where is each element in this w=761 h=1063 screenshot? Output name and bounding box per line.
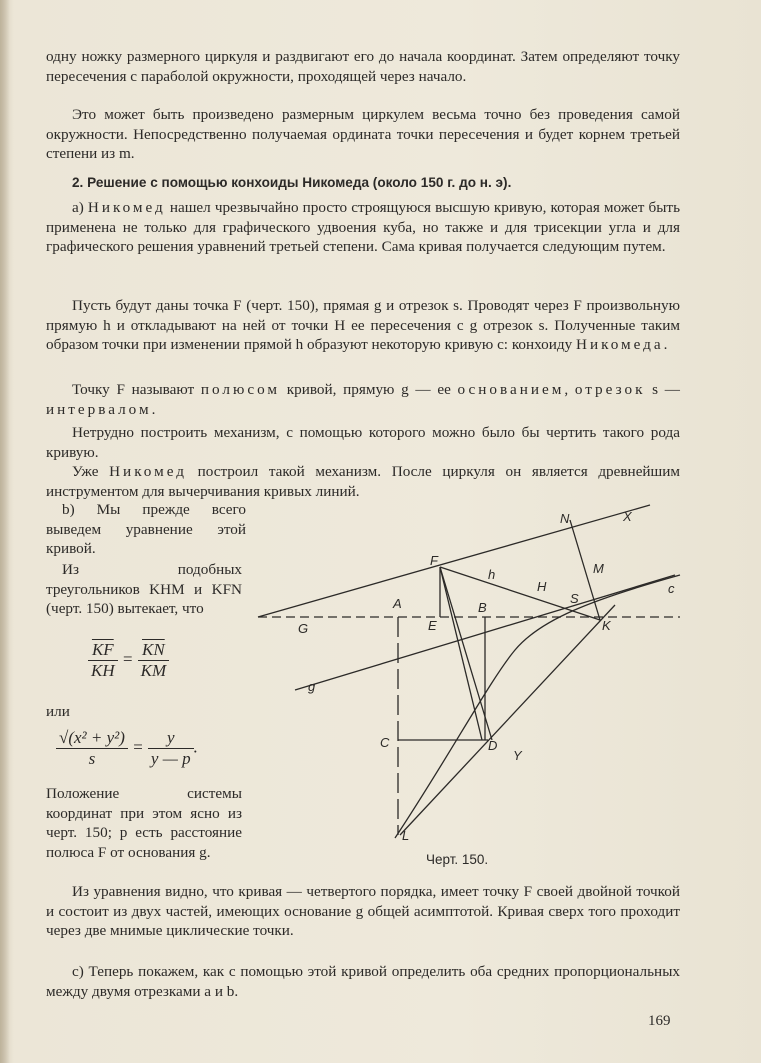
label-c: c — [668, 581, 675, 596]
line-lk — [400, 605, 615, 835]
figure-caption: Черт. 150. — [426, 852, 489, 867]
paragraph-1: одну ножку размерного циркуля и раздвигают его до начала координат. Затем определяют точку пересечения с параболой окружности, проходящей через начало. — [46, 48, 680, 85]
eq-period: . — [193, 737, 198, 757]
figure-labels — [298, 509, 675, 843]
paragraph-8: Из уравнения видно, что кривая — четвертого порядка, имеет точку F своей двойной точкой и состоит из двух частей, имеющих основание g общей асимптотой. Кривая сверх того проходит через две мнимые циклические точки. — [46, 883, 680, 940]
frac-left — [88, 640, 118, 681]
p5-interval: интервалом. — [46, 400, 159, 418]
p7-c: построил такой механизм. После циркуля он является древнейшим инструментом для вычерчивания кривых линий. — [46, 463, 680, 500]
conchoid-curve — [395, 575, 680, 838]
eq-den-yp: y — p — [150, 749, 191, 768]
p3-rest: нашел чрезвычайно просто строящуюся высшую кривую, которая может быть применена не только для графического удвоения куба, но также и для трисекции угла и для графического решения уравнений третьей степени. Сама кривая получается следующим путем. — [46, 199, 680, 256]
paragraph-5 — [46, 380, 680, 419]
label-h: h — [488, 567, 496, 582]
frac-num-kf: $\overline{KF}$ — [88, 640, 118, 661]
frac-num-kn: $\overline{KN}$ — [138, 640, 170, 661]
paragraph-4 — [46, 296, 680, 355]
eq-num-y: y — [148, 728, 194, 749]
label-x: X — [623, 509, 632, 524]
eq-frac-right — [148, 728, 194, 769]
p4-text: Пусть будут даны точка F (черт. 150), прямая g и отрезок s. Проводят через F произвольную прямую h и откладывают на ней от точки H ее пересечения с g отрезок s. Полученные таким образом точки при изменении прямой h образуют некоторую кривую c: конхоиду — [46, 297, 680, 354]
p5-pole: полюсом — [200, 381, 281, 398]
formula-equation — [56, 728, 198, 769]
p4-spaced: Никомеда. — [576, 336, 671, 354]
paragraph-3 — [46, 198, 680, 257]
eq-equals: = — [132, 737, 144, 757]
p5-base: основанием — [457, 381, 565, 398]
paragraph-2: Это может быть произведено размерным циркулем весьма точно без проведения самой окружности. Непосредственно получаемая ордината точки пересечения и будет корнем третьей степени из m. — [46, 106, 680, 163]
paragraph-c: Из подобных треугольников KHM и KFN (черт. 150) вытекает, что — [46, 561, 242, 618]
paragraph-position: Положение системы координат при этом ясно из черт. 150; p есть расстояние полюса F от основания g. — [46, 785, 242, 861]
eq-frac-left — [56, 728, 128, 769]
frac-right — [138, 640, 170, 681]
p3-prefix: a) — [72, 199, 88, 216]
nicomedes-name: Никомед — [87, 199, 166, 216]
line-fd — [440, 567, 482, 740]
figure-150 — [250, 495, 690, 850]
p7-nicomedes: Никомед — [109, 463, 187, 480]
paragraph-6: Нетрудно построить механизм, с помощью которого можно было бы чертить такого рода кривую. — [46, 424, 680, 461]
eq-num-root: √(x² + y²) — [56, 728, 128, 749]
label-m: M — [593, 561, 604, 576]
frac-den-km: KM — [140, 661, 167, 680]
label-d: D — [488, 738, 498, 753]
word-or: или — [46, 703, 70, 720]
p7-a: Уже — [72, 463, 110, 480]
eq-den-s: s — [88, 749, 96, 768]
label-a: A — [393, 596, 402, 611]
label-b: B — [478, 600, 487, 615]
label-l: L — [402, 828, 410, 843]
page-edge-shadow — [0, 0, 10, 1063]
frac-den-kh: KH — [91, 661, 115, 680]
label-h-upper: H — [537, 579, 547, 594]
p5-a: Точку F называют — [72, 381, 201, 398]
p5-e: , — [564, 381, 575, 398]
formula-proportion — [88, 640, 169, 681]
label-n: N — [560, 511, 570, 526]
equals-sign: = — [121, 649, 134, 669]
label-c-upper: C — [380, 735, 390, 750]
label-g-upper: G — [298, 621, 309, 636]
label-g: g — [308, 679, 316, 694]
page-number: 169 — [648, 1013, 671, 1029]
paragraph-9: c) Теперь покажем, как с помощью этой кривой определить оба средних пропорциональных между двумя отрезками a и b. — [46, 963, 680, 1000]
p5-segment: отрезок — [574, 381, 646, 398]
label-y: Y — [513, 748, 522, 763]
label-k: K — [602, 618, 611, 633]
paragraph-b: b) Мы прежде всего выведем уравнение этой кривой. — [46, 501, 246, 558]
label-e: E — [428, 618, 437, 633]
section-heading: 2. Решение с помощью конхоиды Никомеда (около 150 г. до н. э). — [72, 175, 512, 190]
label-s: S — [570, 591, 579, 606]
p5-c: кривой, прямую g — ее — [280, 381, 458, 398]
p5-g: s — — [645, 381, 680, 398]
line-fy — [440, 567, 492, 740]
label-f: F — [430, 553, 438, 568]
